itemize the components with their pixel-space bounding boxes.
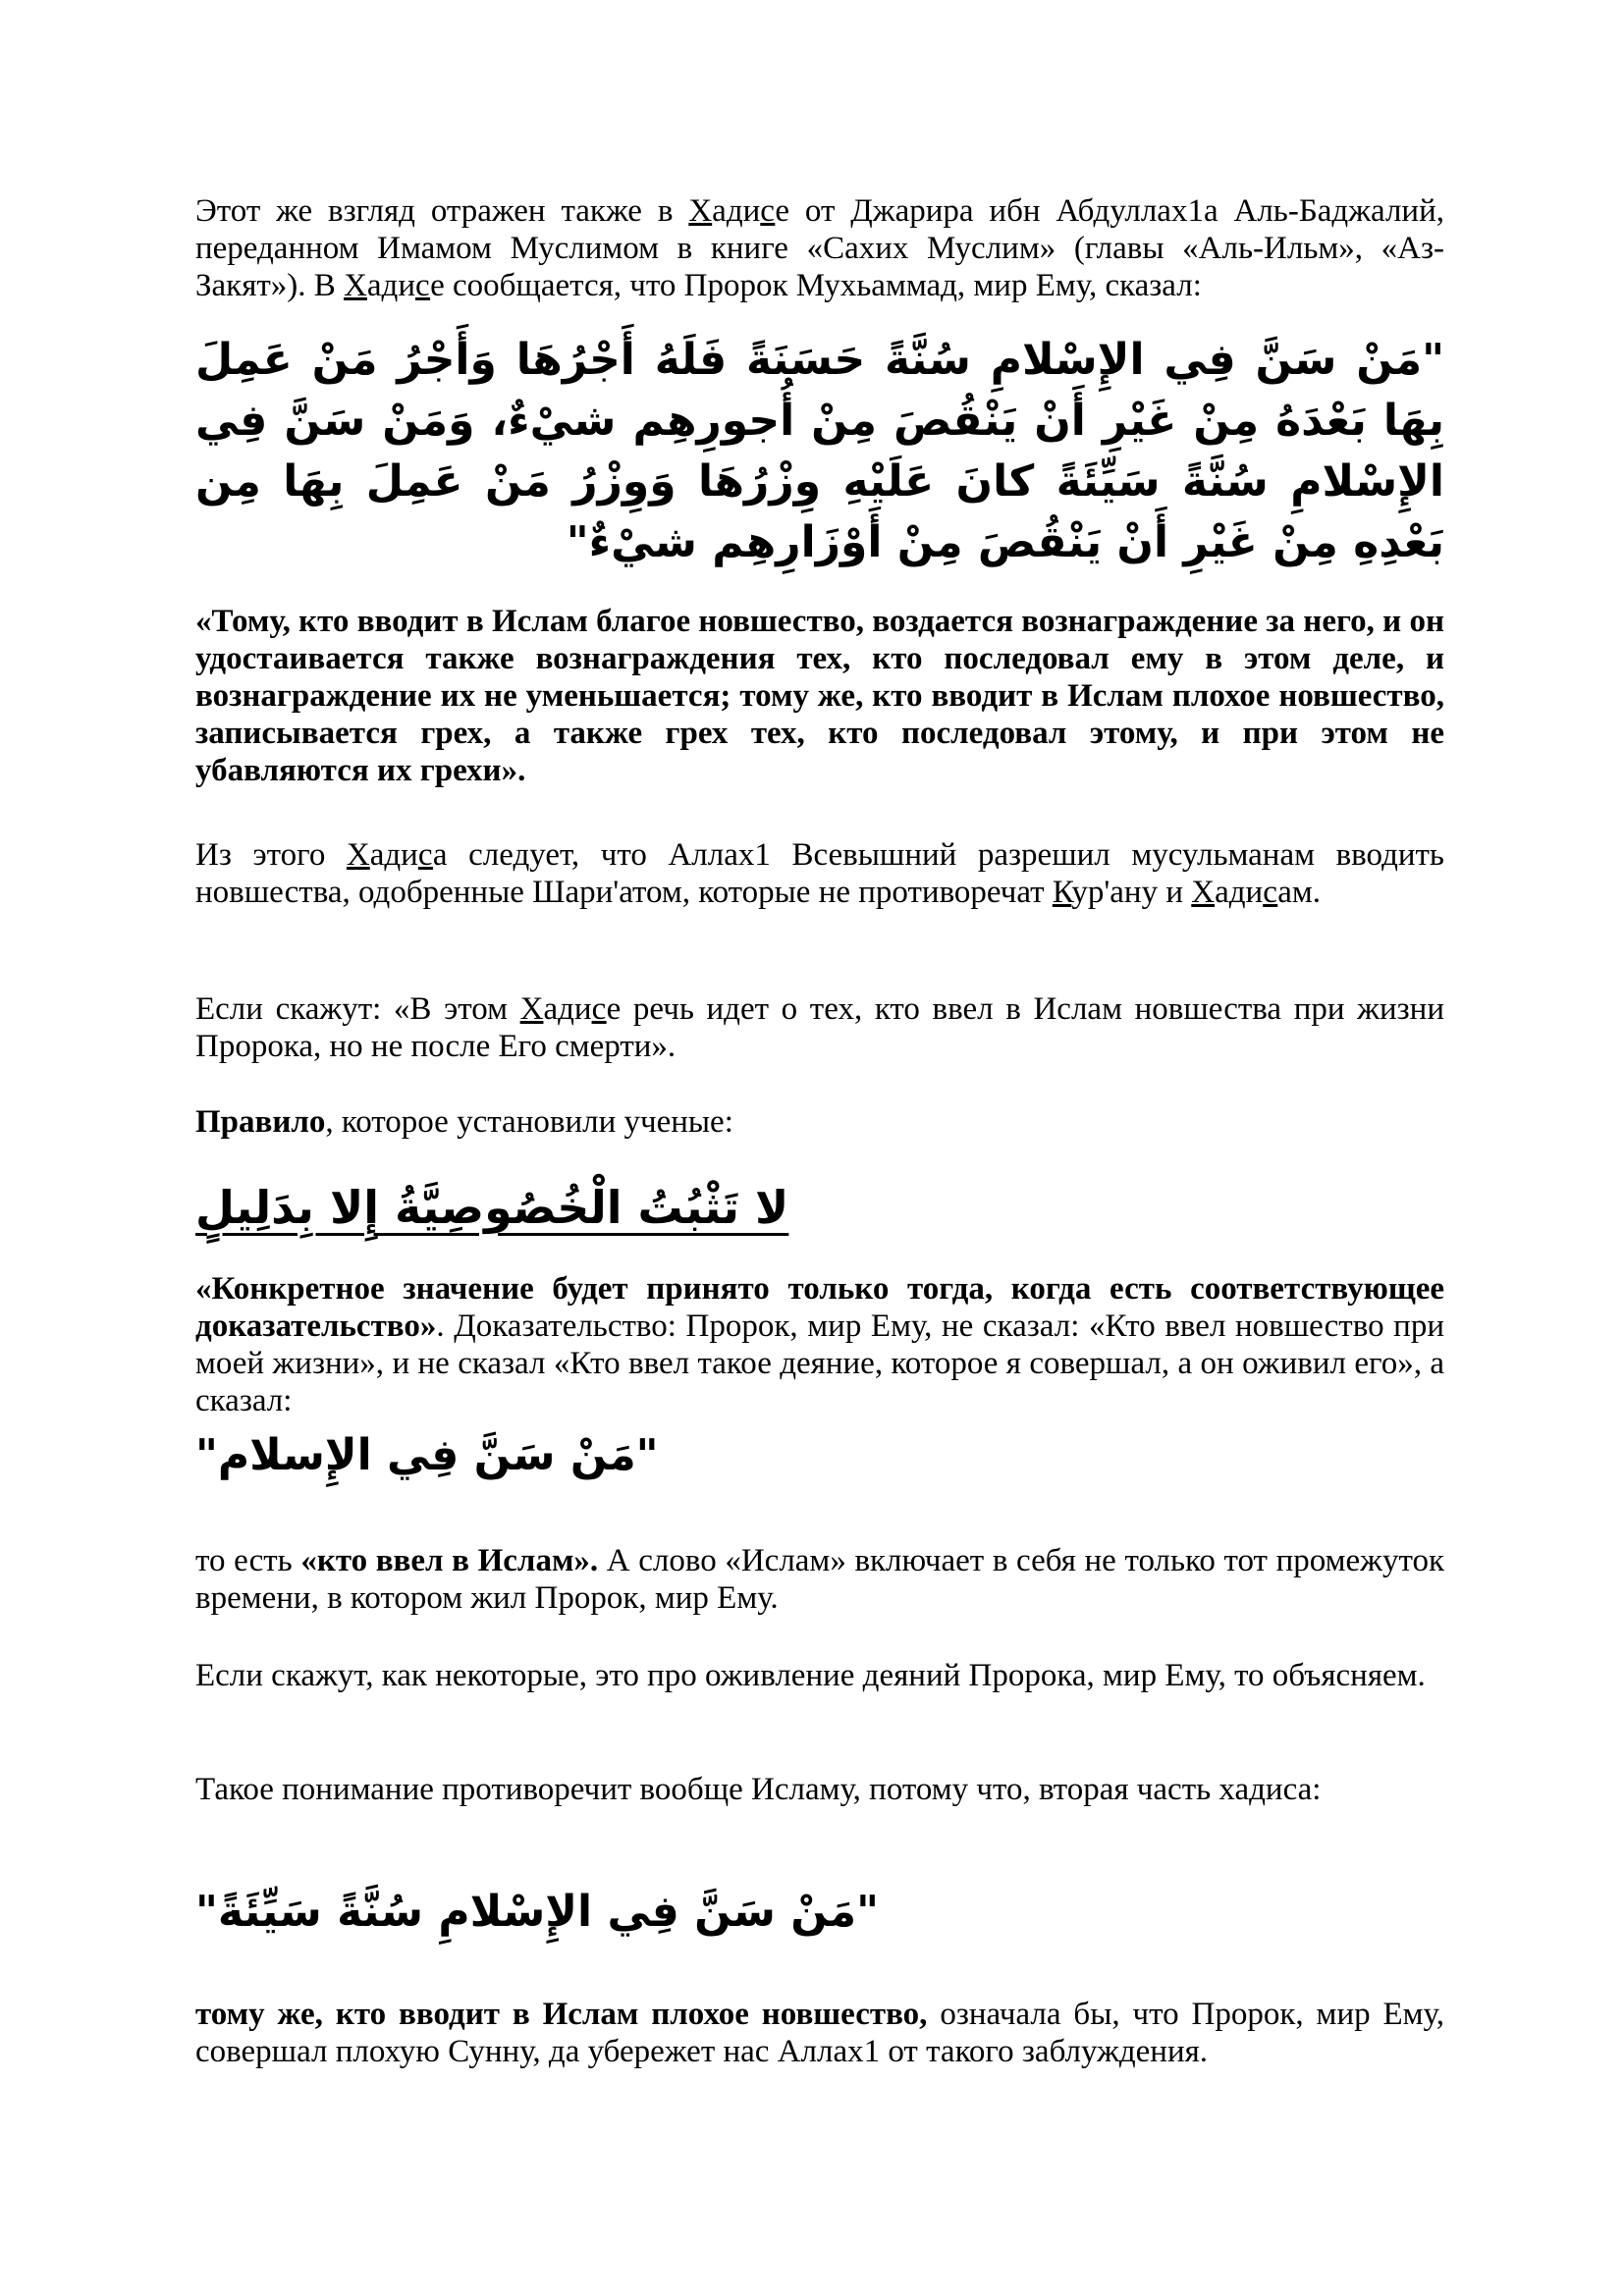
text: ади [369,837,418,873]
arabic-short-quote-1 [195,1425,1444,1486]
bold-text: «Конкретное значение будет принято только тогда, когда есть соответствующее доказательство» [195,1271,1444,1344]
text: ур'ану и [1071,875,1192,910]
text: А слово «Ислам» включает в себя не только тот промежуток времени, в котором жил Пророк, мир Ему. [195,1543,1444,1616]
text: Из этого [195,837,347,873]
underlined-text: Х [519,991,544,1027]
paragraph-objection-2 [195,1657,1444,1694]
text: а [432,837,448,873]
bold-text: «Тому, кто вводит в Ислам благое новшество, воздается вознаграждение за него, и он удостаивается также вознаграждения тех, кто последовал ему в этом деле, и вознаграждение их не уменьшается; тому же, кто вводит в Ислам плохое новшество, записывается грех, а также грех тех, кто последовал этому, и при этом не убавляются их грехи». [195,604,1444,788]
text: следует, что Аллах1 Всевышний разрешил мусульманам вводить новшества, одобренные Шари'атом, которые не противоречат [195,837,1444,910]
text: ади [712,193,761,229]
bold-text: тому же, кто вводит в Ислам плохое новшество, [195,1997,928,2032]
text: сообщается, что Пророк Мухьаммад, мир Ему, сказал: [444,268,1202,303]
paragraph-final [195,1996,1444,2070]
paragraph-intro [195,192,1444,304]
arabic-text: "مَنْ سَنَّ فِي الإِسْلامِ سُنَّةً حَسَنَةً فَلَهُ أَجْرُهَا وَأَجْرُ مَنْ عَمِلَ بِهَا بَعْدَهُ مِنْ غَيْرِ أَنْ يَنْقُصَ مِنْ أُجورِهِم شيْءٌ، وَمَنْ سَنَّ فِي الإِسْلامِ سُنَّةً سَيِّئَةً كانَ عَلَيْهِ وِزْرُهَا وَوِزْرُ مَنْ عَمِلَ بِهَا مِن بَعْدِهِ مِنْ غَيْرِ أَنْ يَنْقُصَ مِنْ أَوْزَارِهِم شيْءٌ" [195,335,1444,567]
paragraph-translation [195,603,1444,789]
bold-text: Правило [195,1104,326,1140]
arabic-short-quote-2 [195,1882,1444,1943]
arabic-hadith-quote [195,330,1444,573]
underlined-text: с [415,268,431,303]
text: е [606,991,622,1027]
underlined-text: Х [1191,875,1216,910]
bold-text: «кто ввел в Ислам». [300,1543,599,1578]
underlined-text: с [591,991,607,1027]
paragraph-contradiction [195,1771,1444,1808]
arabic-text: لا تَثْبُتُ الْخُصُوصِيَّةُ إِلا بِدَلِيلٍ [195,1181,789,1234]
arabic-text: "مَنْ سَنَّ فِي الإِسْلامِ سُنَّةً سَيِّئَةً" [195,1887,880,1937]
text: ам. [1277,875,1322,910]
text: Такое понимание противоречит вообще Исламу, потому что, вторая часть хадиса: [195,1772,1322,1807]
underlined-text: К [1052,875,1072,910]
underlined-text: Х [346,837,370,873]
text: е [775,193,789,229]
text: е [430,268,445,303]
paragraph-rule-intro [195,1103,1444,1141]
text: , которое установили ученые: [325,1104,733,1140]
paragraph-objection [195,990,1444,1065]
text: то есть [195,1543,301,1578]
text: ади [1215,875,1264,910]
paragraph-conclusion [195,836,1444,911]
arabic-text: "مَنْ سَنَّ فِي الإِسلام" [195,1430,659,1480]
paragraph-meaning [195,1542,1444,1617]
text: . Доказательство: Пророк, мир Ему, не сказал: «Кто ввел новшество при моей жизни», и не сказал «Кто ввел такое деяние, которое я совершал, а он оживил его», а сказал: [195,1308,1444,1418]
underlined-text: с [1263,875,1278,910]
text: речь идет о тех, кто ввел в Ислам новшества при жизни Пророка, но не после Его смерти». [195,991,1444,1064]
text: Если скажут: «В этом [195,991,520,1027]
underlined-text: с [760,193,776,229]
text: ади [543,991,592,1027]
underlined-text: с [417,837,433,873]
underlined-text: Х [344,268,367,303]
text: ади [366,268,416,303]
arabic-rule-quote [195,1176,1444,1239]
text: Если скажут, как некоторые, это про оживление деяний Пророка, мир Ему, то объясняем. [195,1658,1426,1693]
text: от Джарира ибн Абдуллах1а Аль-Баджалий, переданном Имамом Муслимом в книге «Сахих Муслим» (главы «Аль-Ильм», «Аз-Закят»). В [195,193,1444,303]
paragraph-proof [195,1270,1444,1419]
text: означала бы, что Пророк, мир Ему, совершал плохую Сунну, да убережет нас Аллах1 от такого заблуждения. [195,1997,1444,2069]
text: Этот же взгляд отражен также в [195,193,689,229]
underlined-text: Х [688,193,713,229]
